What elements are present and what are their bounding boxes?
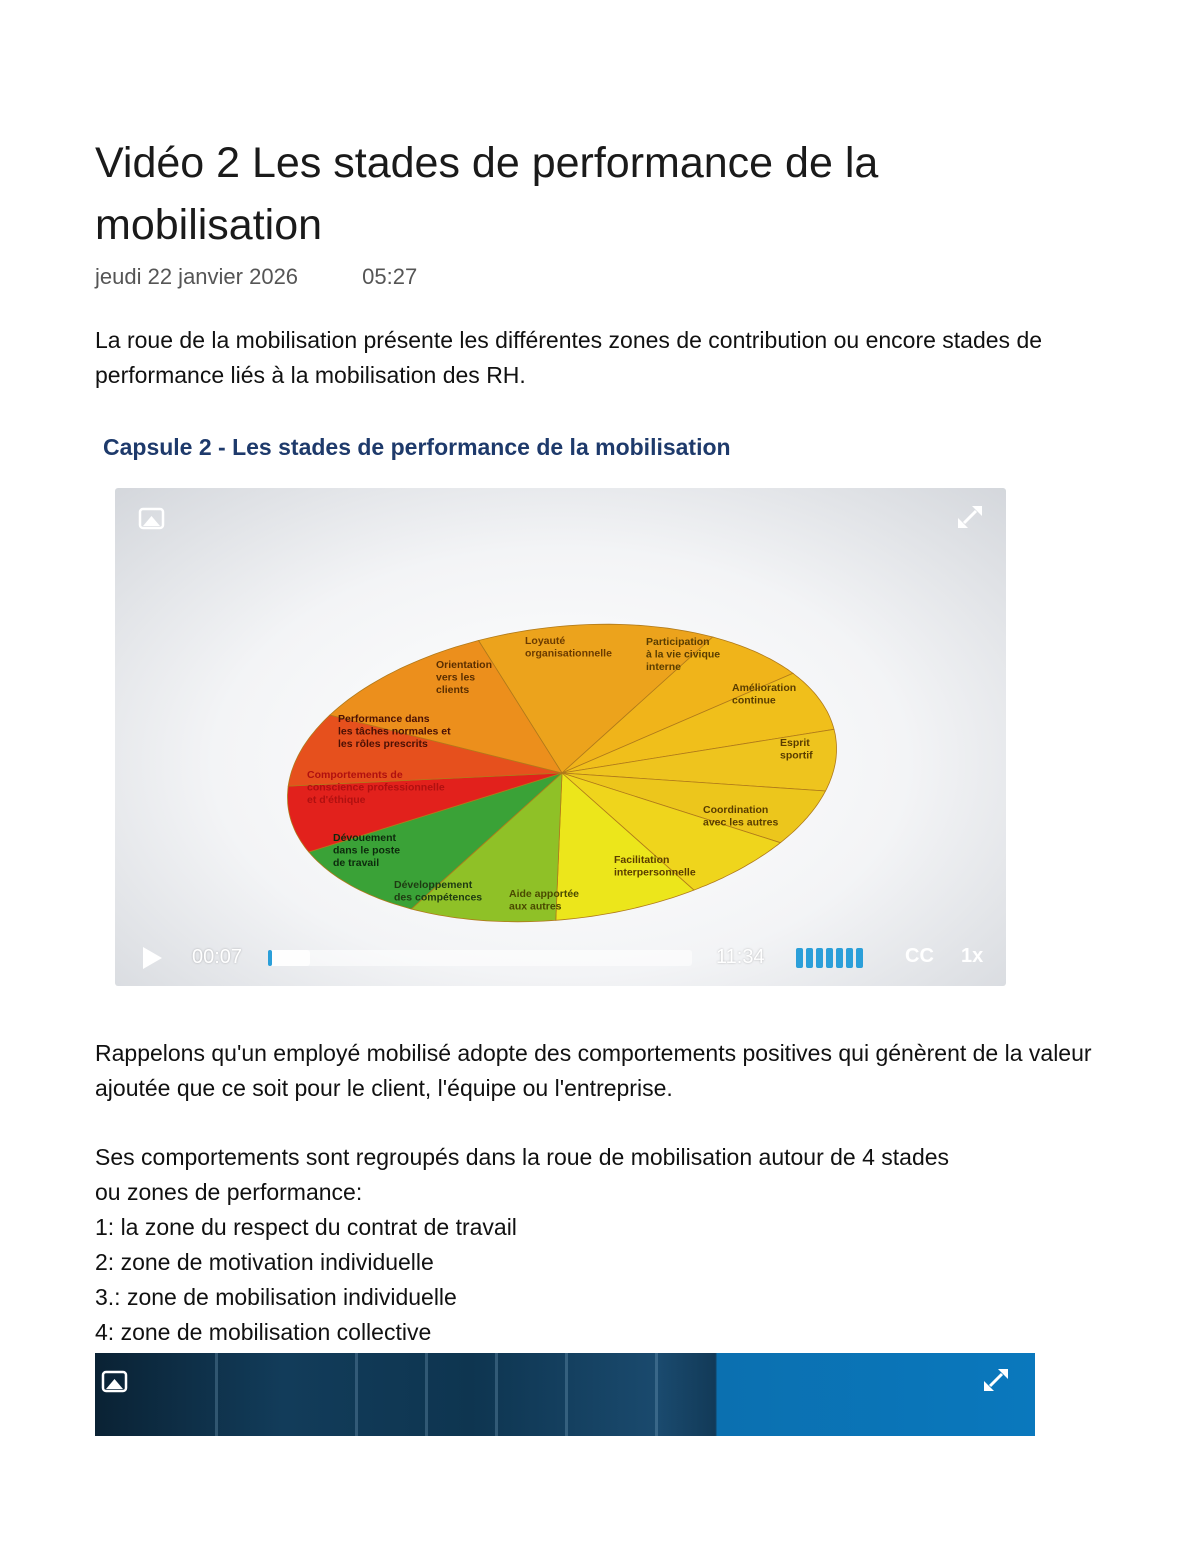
video-player[interactable] (115, 488, 1006, 986)
volume-bar (826, 948, 833, 968)
page-date: jeudi 22 janvier 2026 (95, 264, 299, 289)
wheel-sector-label: Orientation vers les clients (436, 659, 493, 696)
zone-item-1: 1: la zone du respect du contrat de travail (95, 1214, 517, 1240)
play-icon[interactable] (139, 944, 165, 972)
page-meta (95, 264, 417, 290)
popout-icon[interactable] (137, 504, 167, 534)
wheel-sector-label: Amélioration continue (732, 682, 797, 707)
zone-item-4: 4: zone de mobilisation collective (95, 1319, 432, 1345)
page-time: 05:27 (362, 264, 418, 289)
paragraph-2: Rappelons qu'un employé mobilisé adopte des comportements positives qui génèrent de la valeur ajoutée que ce soit pour le client, l'équipe ou l'entreprise. (95, 1040, 1092, 1101)
volume-bar (836, 948, 843, 968)
wheel-sector-label: Coordination avec les autres (703, 804, 779, 829)
volume-control[interactable] (796, 948, 863, 968)
paragraph-3-line: Ses comportements sont regroupés dans la roue de mobilisation autour de 4 stades (95, 1144, 950, 1170)
intro-paragraph: La roue de la mobilisation présente les différentes zones de contribution ou encore stades de performance liés à la mobilisation des RH. (95, 327, 1043, 388)
wheel-sector-label: Facilitation interpersonnelle (614, 854, 696, 879)
total-time: 11:34 (716, 946, 765, 968)
volume-bar (846, 948, 853, 968)
volume-bar (796, 948, 803, 968)
popout-icon[interactable] (100, 1367, 130, 1397)
wheel-sector-label: Loyauté organisationnelle (525, 635, 612, 660)
wheel-sector-label: Performance dans les tâches normales et les rôles prescrits (338, 713, 451, 750)
progress-bar[interactable] (268, 950, 692, 966)
current-time: 00:07 (192, 946, 243, 968)
volume-bar (816, 948, 823, 968)
mobilisation-wheel-chart (115, 488, 1006, 986)
wheel-sector-label: Comportements de conscience professionnelle et d'éthique (307, 769, 445, 806)
video-controls (115, 934, 1006, 986)
wheel-sector-label: Dévouement dans le poste de travail (333, 832, 401, 869)
capsule-title: Capsule 2 - Les stades de performance de la mobilisation (103, 434, 731, 460)
wheel-sector-label: Aide apportée aux autres (509, 888, 580, 913)
page-title: Vidéo 2 Les stades de performance de la mobilisation (95, 139, 879, 249)
captions-button[interactable]: CC (905, 945, 934, 967)
paragraph-3 (95, 1140, 1125, 1350)
expand-icon[interactable] (981, 1365, 1011, 1395)
progress-played (268, 950, 272, 966)
wheel-sector-label: Développement des compétences (394, 879, 483, 904)
expand-icon[interactable] (955, 502, 985, 532)
progress-buffered (268, 950, 310, 966)
paragraph-3-line: ou zones de performance: (95, 1179, 363, 1205)
volume-bar (856, 948, 863, 968)
zone-item-2: 2: zone de motivation individuelle (95, 1249, 434, 1275)
playback-speed-button[interactable]: 1x (961, 945, 984, 967)
zone-item-3: 3.: zone de mobilisation individuelle (95, 1284, 457, 1310)
wheel-sector-label: Esprit sportif (780, 737, 813, 762)
volume-bar (806, 948, 813, 968)
wheel-sector-label: Participation à la vie civique interne (646, 636, 721, 673)
video-player-2[interactable] (95, 1353, 1035, 1436)
